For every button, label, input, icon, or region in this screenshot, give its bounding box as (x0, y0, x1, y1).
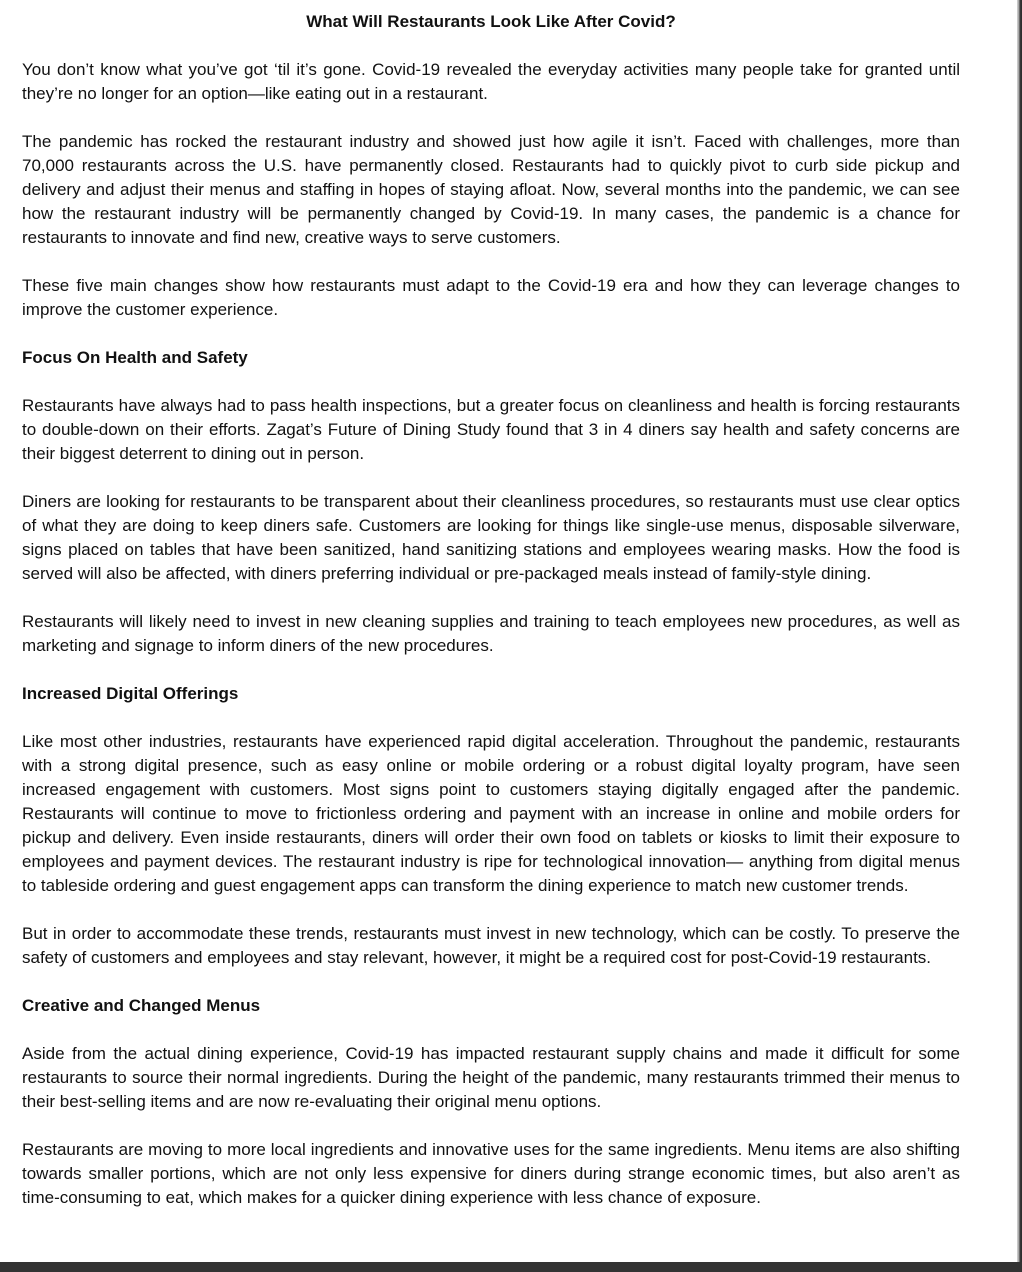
health-safety-paragraph-2: Diners are looking for restaurants to be transparent about their cleanliness procedures, so restaurants must use clear optics of what they are doing to keep diners safe. Customers are looking for things like single-use menus, disposable silverware, signs placed on tables that have been sanitized, hand sanitizing stations and employees wearing masks. How the food is served will also be affected, with diners preferring individual or pre-packaged meals instead of family-style dining. (22, 492, 960, 583)
page-bottom-border (0, 1262, 1022, 1272)
digital-offerings-paragraph-1: Like most other industries, restaurants have experienced rapid digital acceleration. Throughout the pandemic, restaurants with a strong digital presence, such as easy online or mobile ordering or a robust digital loyalty program, have seen increased engagement with customers. Most signs point to customers staying digitally engaged after the pandemic. Restaurants will continue to move to frictionless ordering and payment with an increase in online and mobile orders for pickup and delivery. Even inside restaurants, diners will order their own food on tablets or kiosks to limit their exposure to employees and payment devices. The restaurant industry is ripe for technological innovation— anything from digital menus to tableside ordering and guest engagement apps can transform the dining experience to match new customer trends. (22, 732, 960, 895)
page-right-shadow (1017, 0, 1022, 1272)
menus-paragraph-1: Aside from the actual dining experience, Covid-19 has impacted restaurant supply chains and made it difficult for some restaurants to source their normal ingredients. During the height of the pandemic, many restaurants trimmed their menus to their best-selling items and are now re-evaluating their original menu options. (22, 1044, 960, 1111)
document-title: What Will Restaurants Look Like After Covid? (306, 12, 676, 31)
health-safety-paragraph-1: Restaurants have always had to pass health inspections, but a greater focus on cleanliness and health is forcing restaurants to double-down on their efforts. Zagat’s Future of Dining Study found that 3 in 4 diners say health and safety concerns are their biggest deterrent to dining out in person. (22, 396, 960, 463)
section-heading-menus: Creative and Changed Menus (22, 996, 261, 1015)
health-safety-paragraph-3: Restaurants will likely need to invest in new cleaning supplies and training to teach employees new procedures, as well as marketing and signage to inform diners of the new procedures. (22, 612, 960, 655)
section-heading-digital-offerings: Increased Digital Offerings (22, 684, 239, 703)
intro-paragraph-1: You don’t know what you’ve got ‘til it’s gone. Covid-19 revealed the everyday activities many people take for granted until they’re no longer for an option—like eating out in a restaurant. (22, 60, 960, 103)
digital-offerings-paragraph-2: But in order to accommodate these trends, restaurants must invest in new technology, which can be costly. To preserve the safety of customers and employees and stay relevant, however, it might be a required cost for post-Covid-19 restaurants. (22, 924, 960, 967)
section-heading-health-safety: Focus On Health and Safety (22, 348, 248, 367)
menus-paragraph-2: Restaurants are moving to more local ingredients and innovative uses for the same ingredients. Menu items are also shifting towards smaller portions, which are not only less expensive for diners during strange economic times, but also aren’t as time-consuming to eat, which makes for a quicker dining experience with less chance of exposure. (22, 1140, 960, 1207)
intro-paragraph-2: The pandemic has rocked the restaurant industry and showed just how agile it isn’t. Faced with challenges, more than 70,000 restaurants across the U.S. have permanently closed. Restaurants had to quickly pivot to curb side pickup and delivery and adjust their menus and staffing in hopes of staying afloat. Now, several months into the pandemic, we can see how the restaurant industry will be permanently changed by Covid-19. In many cases, the pandemic is a chance for restaurants to innovate and find new, creative ways to serve customers. (22, 132, 960, 247)
document-body (22, 10, 960, 1234)
intro-paragraph-3: These five main changes show how restaurants must adapt to the Covid-19 era and how they can leverage changes to improve the customer experience. (22, 276, 960, 319)
